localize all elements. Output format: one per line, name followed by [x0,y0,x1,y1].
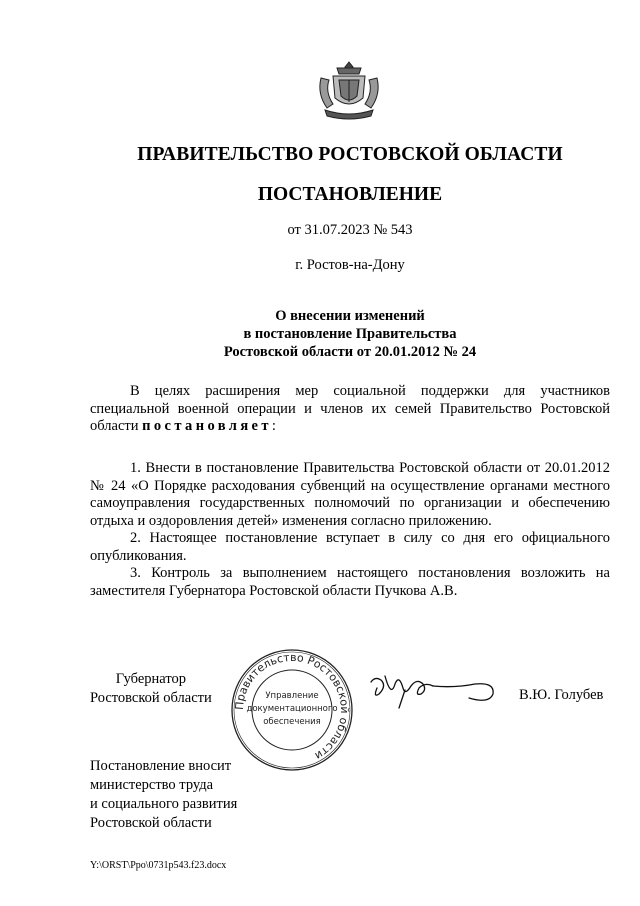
initiator-line: Ростовской области [90,815,212,831]
document-place: г. Ростов-на-Дону [295,257,405,273]
government-title: ПРАВИТЕЛЬСТВО РОСТОВСКОЙ ОБЛАСТИ [137,144,563,165]
decree-word: постановляет [142,418,272,434]
initiator-line: и социального развития [90,796,238,812]
document-subject [0,307,640,361]
preamble-text: В целях расширения мер социальной поддержки для участников специальной военной операции и членов их семей Правительство Ростовской области [90,383,610,434]
stamp-inner-line: Управление [265,691,319,701]
subject-line: О внесении изменений [275,308,425,324]
document-type: ПОСТАНОВЛЕНИЕ [257,184,443,205]
handwritten-signature-icon [365,668,500,718]
decree-item: 3. Контроль за выполнением настоящего постановления возложить на заместителя Губернатора Ростовской области Пучкова А.В. [90,565,610,599]
stamp-outer-text: Правительство Ростовской области [232,650,352,763]
position-line: Губернатор [115,671,186,687]
preamble-colon: : [271,418,276,434]
official-stamp-icon [230,648,354,772]
subject-line: Ростовской области от 20.01.2012 № 24 [223,344,477,360]
coat-of-arms-icon [315,58,383,122]
initiator-line: Постановление вносит [90,758,232,774]
signatory-position [90,670,212,708]
decree-item: 2. Настоящее постановление вступает в силу со дня его официального опубликования. [90,530,610,564]
stamp-inner-line: обеспечения [263,717,321,727]
decree-item: 1. Внести в постановление Правительства Ростовской области от 20.01.2012 № 24 «О Порядке расходования субвенций на осуществление органами местного самоуправления государственных полномочий по организации и обеспечению отдыха и оздоровления детей» изменения согласно приложению. [90,460,610,529]
initiator-line: министерство труда [90,777,214,793]
signatory-name: В.Ю. Голубев [519,687,604,703]
decree-items [90,460,610,600]
position-line: Ростовской области [90,690,212,706]
subject-line: в постановление Правительства [243,326,457,342]
stamp-inner-line: документационного [246,704,338,714]
initiator-block [90,757,237,833]
file-path-footer: Y:\ORST\Ppo\0731p543.f23.docx [90,860,227,871]
preamble-paragraph [90,383,610,436]
document-date-number: от 31.07.2023 № 543 [287,222,413,238]
